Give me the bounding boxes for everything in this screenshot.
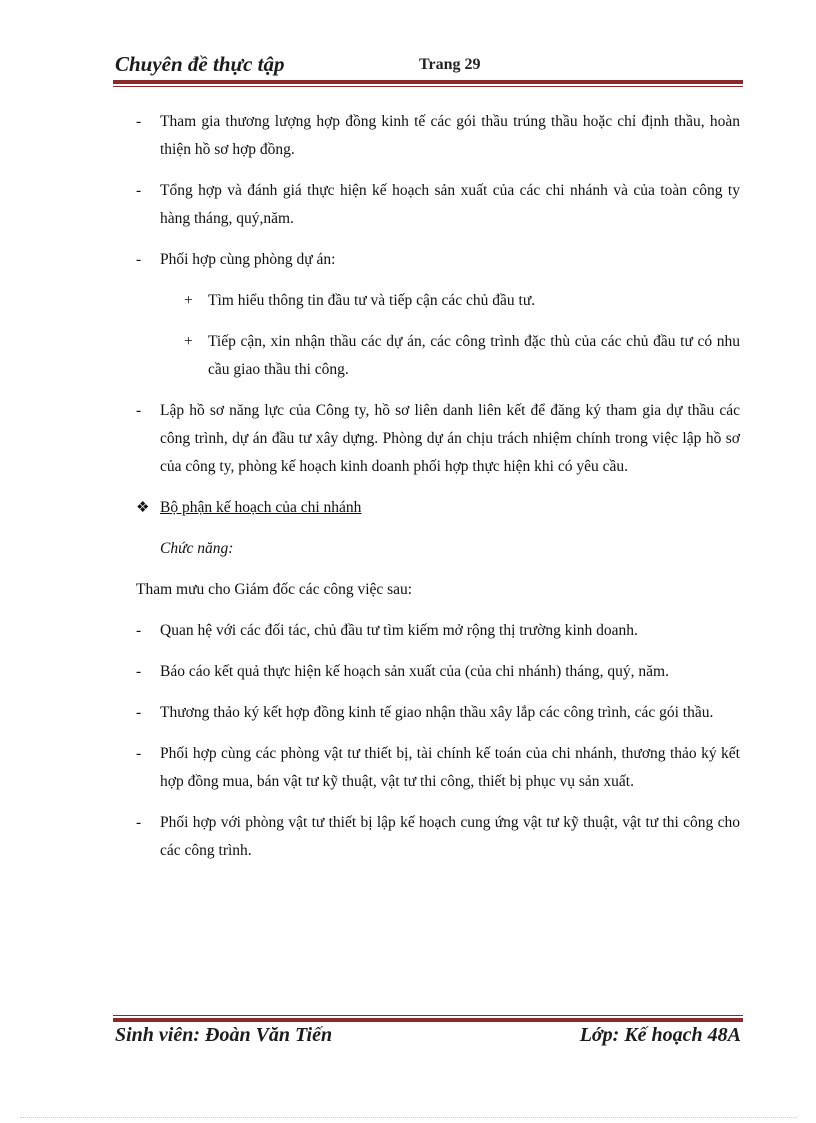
- list-item-text: Phối hợp cùng phòng dự án:: [160, 251, 336, 268]
- list-item-text: Báo cáo kết quả thực hiện kế hoạch sản xuất của (của chi nhánh) tháng, quý, năm.: [160, 663, 669, 680]
- list-item: [184, 328, 740, 384]
- header-rule-thin: [113, 86, 743, 87]
- section-heading-text: Bộ phận kế hoạch của chi nhánh: [160, 499, 362, 516]
- list-item: [136, 699, 740, 727]
- diamond-bullet-icon: ❖: [136, 500, 150, 516]
- list-marker: -: [136, 402, 142, 419]
- mid-list: [136, 397, 740, 481]
- page-number: Trang 29: [419, 56, 481, 73]
- list-item-text: Phối hợp cùng các phòng vật tư thiết bị, tài chính kế toán của chi nhánh, thương thảo ký kết hợp đồng mua, bán vật tư kỹ thuật, vật tư thi công, thiết bị phục vụ sản xuất.: [160, 745, 740, 790]
- list-item-text: Lập hồ sơ năng lực của Công ty, hồ sơ liên danh liên kết để đăng ký tham gia dự thầu các công trình, dự án đầu tư xây dựng. Phòng dự án chịu trách nhiệm chính trong việc lập hồ sơ của công ty, phòng kế hoạch kinh doanh phối hợp thực hiện khi có yêu cầu.: [160, 402, 740, 475]
- header-rule-thick: [113, 80, 743, 84]
- list-item: [136, 809, 740, 865]
- list-item-text: Phối hợp với phòng vật tư thiết bị lập kế hoạch cung ứng vật tư kỹ thuật, vật tư thi công cho các công trình.: [160, 814, 740, 859]
- intro-text: Tham mưu cho Giám đốc các công việc sau:: [136, 581, 413, 598]
- list-marker: -: [136, 814, 142, 831]
- footer-rule-thin: [113, 1015, 743, 1016]
- list-item: [136, 617, 740, 645]
- footer-rule-thick: [113, 1018, 743, 1022]
- list-item-text: Quan hệ với các đối tác, chủ đầu tư tìm kiếm mở rộng thị trường kinh doanh.: [160, 622, 638, 639]
- top-list: [136, 108, 740, 274]
- list-marker: -: [136, 704, 142, 721]
- page-footer: [113, 1024, 743, 1054]
- list-marker: +: [184, 292, 193, 309]
- list-item-text: Tiếp cận, xin nhận thầu các dự án, các công trình đặc thù của các chủ đầu tư có nhu cầu giao thầu thi công.: [208, 333, 740, 378]
- list-marker: -: [136, 182, 142, 199]
- list-item-text: Tham gia thương lượng hợp đồng kinh tế các gói thầu trúng thầu hoặc chỉ định thầu, hoàn thiện hồ sơ hợp đồng.: [160, 113, 740, 158]
- sub-list: [136, 287, 740, 384]
- list-item-text: Tổng hợp và đánh giá thực hiện kế hoạch sản xuất của các chi nhánh và của toàn công ty hàng tháng, quý,năm.: [160, 182, 740, 227]
- list-marker: -: [136, 663, 142, 680]
- list-marker: +: [184, 333, 193, 350]
- class-name: Lớp: Kế hoạch 48A: [579, 1024, 741, 1046]
- list-item: [136, 740, 740, 796]
- list-item: [136, 246, 740, 274]
- list-item: [184, 287, 740, 315]
- page-header: [113, 52, 743, 82]
- document-body: [136, 108, 740, 878]
- list-item: [136, 658, 740, 686]
- list-marker: -: [136, 622, 142, 639]
- list-marker: -: [136, 251, 142, 268]
- bottom-list: [136, 617, 740, 865]
- list-item-text: Thương thảo ký kết hợp đồng kinh tế giao nhận thầu xây lắp các công trình, các gói thầu.: [160, 704, 714, 721]
- list-item: [136, 108, 740, 164]
- student-name: Sinh viên: Đoàn Văn Tiến: [115, 1024, 333, 1046]
- list-item-text: Tìm hiểu thông tin đầu tư và tiếp cận các chủ đầu tư.: [208, 292, 536, 309]
- list-item: [136, 177, 740, 233]
- section-heading: [136, 494, 740, 522]
- list-item: [136, 397, 740, 481]
- page-edge-divider: [20, 1117, 796, 1118]
- document-title: Chuyên đề thực tập: [115, 52, 285, 76]
- function-label: Chức năng:: [160, 540, 234, 557]
- list-marker: -: [136, 113, 142, 130]
- list-marker: -: [136, 745, 142, 762]
